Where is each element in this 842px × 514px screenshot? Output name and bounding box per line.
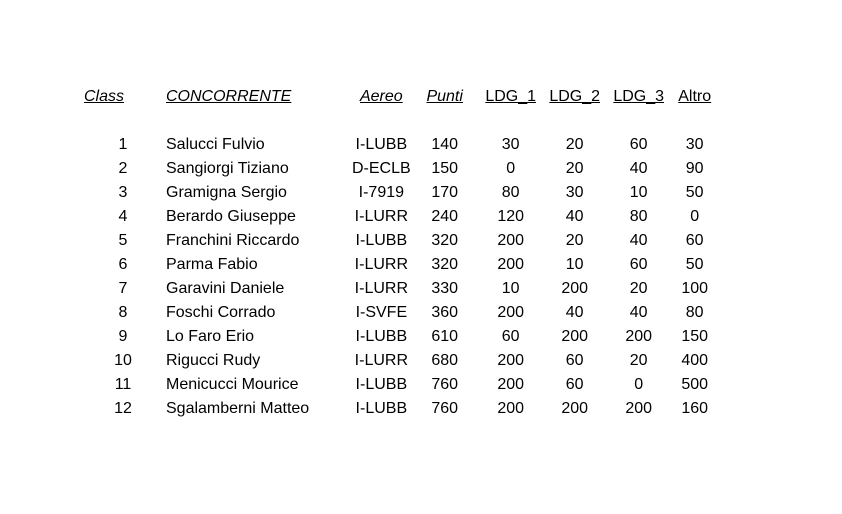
cell-class: 9 [118, 328, 128, 345]
cell-ldg3: 40 [629, 160, 648, 177]
table-row [80, 373, 719, 397]
cell-ldg1: 120 [497, 208, 525, 225]
cell-ldg2: 20 [565, 232, 584, 249]
cell-ldg2: 20 [565, 160, 584, 177]
cell-aereo: I-LURR [354, 256, 409, 273]
cell-ldg3: 200 [625, 328, 653, 345]
cell-altro: 30 [685, 136, 704, 153]
cell-ldg2: 200 [561, 400, 589, 417]
cell-punti: 330 [431, 280, 459, 297]
cell-aereo: I-SVFE [355, 304, 408, 321]
cell-class: 7 [118, 280, 128, 297]
cell-concorrente: Franchini Riccardo [166, 232, 300, 249]
cell-punti: 170 [431, 184, 459, 201]
results-table [80, 85, 719, 421]
table-row [80, 229, 719, 253]
cell-aereo: I-LURR [354, 208, 409, 225]
table-row [80, 205, 719, 229]
cell-ldg3: 40 [629, 232, 648, 249]
cell-ldg2: 40 [565, 304, 584, 321]
table-row [80, 325, 719, 349]
cell-aereo: I-LUBB [355, 376, 408, 393]
cell-ldg2: 60 [565, 376, 584, 393]
cell-ldg1: 200 [497, 304, 525, 321]
cell-ldg1: 200 [497, 376, 525, 393]
cell-aereo: I-LURR [354, 280, 409, 297]
header-class: Class [84, 88, 125, 105]
cell-ldg1: 80 [501, 184, 520, 201]
header-ldg2: LDG_2 [549, 88, 601, 105]
cell-altro: 50 [685, 256, 704, 273]
cell-ldg2: 30 [565, 184, 584, 201]
cell-concorrente: Sangiorgi Tiziano [166, 160, 289, 177]
cell-concorrente: Sgalamberni Matteo [166, 400, 310, 417]
cell-aereo: I-7919 [358, 184, 405, 201]
cell-ldg2: 200 [561, 280, 589, 297]
cell-ldg3: 80 [629, 208, 648, 225]
cell-class: 1 [118, 136, 128, 153]
cell-aereo: I-LUBB [355, 400, 408, 417]
cell-concorrente: Garavini Daniele [166, 280, 285, 297]
header-aereo: Aereo [359, 88, 403, 105]
header-punti: Punti [426, 88, 463, 105]
cell-ldg1: 60 [501, 328, 520, 345]
cell-punti: 320 [431, 232, 459, 249]
cell-ldg1: 200 [497, 232, 525, 249]
cell-punti: 150 [431, 160, 459, 177]
cell-punti: 360 [431, 304, 459, 321]
cell-aereo: I-LUBB [355, 136, 408, 153]
table-row [80, 349, 719, 373]
cell-ldg1: 30 [501, 136, 520, 153]
cell-ldg2: 200 [561, 328, 589, 345]
cell-class: 2 [118, 160, 128, 177]
cell-altro: 500 [681, 376, 709, 393]
cell-class: 12 [114, 400, 132, 417]
cell-concorrente: Menicucci Mourice [166, 376, 299, 393]
cell-punti: 680 [431, 352, 459, 369]
cell-punti: 760 [431, 400, 459, 417]
cell-ldg3: 60 [629, 256, 648, 273]
header-row [80, 85, 719, 109]
cell-ldg2: 20 [565, 136, 584, 153]
table-body [80, 109, 719, 421]
cell-ldg2: 40 [565, 208, 584, 225]
cell-ldg1: 10 [501, 280, 520, 297]
cell-class: 4 [118, 208, 128, 225]
cell-altro: 50 [685, 184, 704, 201]
cell-ldg3: 20 [629, 280, 648, 297]
table-row [80, 157, 719, 181]
table-row [80, 301, 719, 325]
cell-altro: 160 [681, 400, 709, 417]
cell-class: 10 [114, 352, 132, 369]
table-row [80, 397, 719, 421]
cell-ldg3: 60 [629, 136, 648, 153]
table-row [80, 253, 719, 277]
cell-concorrente: Berardo Giuseppe [166, 208, 296, 225]
cell-altro: 0 [690, 208, 700, 225]
cell-altro: 400 [681, 352, 709, 369]
cell-concorrente: Salucci Fulvio [166, 136, 265, 153]
cell-class: 6 [118, 256, 128, 273]
cell-ldg2: 10 [565, 256, 584, 273]
cell-ldg2: 60 [565, 352, 584, 369]
cell-ldg3: 200 [625, 400, 653, 417]
header-ldg1: LDG_1 [485, 88, 537, 105]
cell-ldg1: 0 [506, 160, 516, 177]
cell-ldg1: 200 [497, 256, 525, 273]
cell-concorrente: Gramigna Sergio [166, 184, 287, 201]
cell-punti: 610 [431, 328, 459, 345]
cell-punti: 140 [431, 136, 459, 153]
cell-concorrente: Rigucci Rudy [166, 352, 261, 369]
table-row [80, 181, 719, 205]
cell-class: 11 [114, 376, 132, 393]
cell-class: 3 [118, 184, 128, 201]
cell-aereo: D-ECLB [352, 160, 411, 177]
cell-aereo: I-LURR [354, 352, 409, 369]
header-altro: Altro [678, 88, 712, 105]
header-concorrente: CONCORRENTE [166, 88, 292, 105]
cell-aereo: I-LUBB [355, 232, 408, 249]
cell-concorrente: Foschi Corrado [166, 304, 276, 321]
cell-altro: 100 [681, 280, 709, 297]
cell-concorrente: Parma Fabio [166, 256, 258, 273]
cell-class: 8 [118, 304, 128, 321]
cell-punti: 240 [431, 208, 459, 225]
header-ldg3: LDG_3 [613, 88, 665, 105]
cell-ldg3: 10 [629, 184, 648, 201]
cell-ldg1: 200 [497, 400, 525, 417]
cell-altro: 80 [685, 304, 704, 321]
cell-aereo: I-LUBB [355, 328, 408, 345]
cell-class: 5 [118, 232, 128, 249]
cell-altro: 150 [681, 328, 709, 345]
spacer-row [80, 109, 719, 133]
cell-punti: 320 [431, 256, 459, 273]
cell-altro: 60 [685, 232, 704, 249]
cell-concorrente: Lo Faro Erio [166, 328, 255, 345]
cell-punti: 760 [431, 376, 459, 393]
cell-ldg3: 0 [634, 376, 644, 393]
table-row [80, 277, 719, 301]
cell-ldg3: 20 [629, 352, 648, 369]
table-row [80, 133, 719, 157]
cell-ldg1: 200 [497, 352, 525, 369]
cell-altro: 90 [685, 160, 704, 177]
cell-ldg3: 40 [629, 304, 648, 321]
